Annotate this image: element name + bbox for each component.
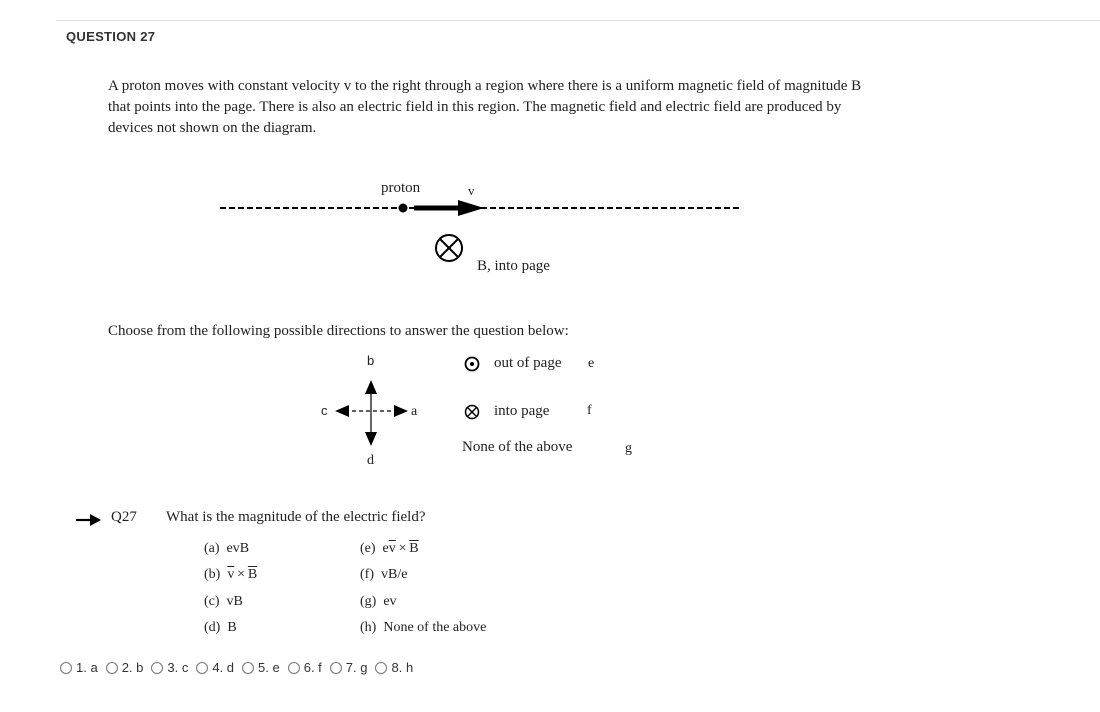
out-of-page-letter: e [588,356,595,371]
option-f: (f) vB/e [360,567,408,582]
question-pointer-arrow-icon [76,514,101,526]
velocity-arrowhead [458,200,484,216]
question-heading: QUESTION 27 [66,29,156,44]
radio-button[interactable] [106,662,118,674]
none-above-letter: g [625,441,632,456]
arrow-left-c [335,405,349,417]
b-field-into-page-icon [436,235,462,261]
arrow-up-b [365,380,377,394]
b-field-label: B, into page [477,258,550,274]
into-page-icon [466,406,479,419]
arrow-down-d [365,432,377,446]
option-a: (a) evB [204,541,250,556]
dir-label-b: b [367,353,375,368]
option-b: (b) $\overline{v} \times \overline{B}$ [204,567,258,582]
velocity-label: v [468,183,475,198]
dir-label-d: d [367,453,374,468]
answer-option-4[interactable]: 4. d [196,660,234,675]
answer-option-2[interactable]: 2. b [106,660,144,675]
out-of-page-icon [466,358,479,371]
radio-button[interactable] [151,662,163,674]
proton-label: proton [381,180,421,196]
answer-option-8[interactable]: 8. h [375,660,413,675]
radio-button[interactable] [375,662,387,674]
radio-button[interactable] [242,662,254,674]
option-g: (g) ev [360,594,397,609]
directions-prompt: Choose from the following possible directions to answer the question below: [108,323,569,339]
option-c: (c) vB [204,594,243,609]
radio-button[interactable] [196,662,208,674]
answer-option-7[interactable]: 7. g [330,660,368,675]
out-of-page-text: out of page [494,355,562,371]
question-intro: A proton moves with constant velocity v to the right through a region where there is a uniform magnetic field of magnitude B that points into the page. There is also an electric field in this region. The magnetic field and electric field are produced by devices not shown on the diagram. [108,78,862,136]
none-above-text: None of the above [462,439,573,455]
radio-button[interactable] [288,662,300,674]
direction-compass [335,380,408,446]
into-page-text: into page [494,403,550,419]
answer-option-1[interactable]: 1. a [60,660,98,675]
question-number: Q27 [111,509,137,525]
radio-button[interactable] [60,662,72,674]
option-e: (e) $e\overline{v} \times \overline{B}$ [360,541,419,556]
dir-label-a: a [411,404,418,419]
answer-option-6[interactable]: 6. f [288,660,322,675]
radio-button[interactable] [330,662,342,674]
answer-option-3[interactable]: 3. c [151,660,188,675]
arrow-right-a [394,405,408,417]
option-d: (d) B [204,620,237,635]
question-text: What is the magnitude of the electric field? [166,509,426,525]
dir-label-c: c [321,403,328,418]
into-page-letter: f [587,403,592,418]
answer-option-5[interactable]: 5. e [242,660,280,675]
proton-dot [399,204,408,213]
answer-choices [60,660,421,675]
option-h: (h) None of the above [360,620,487,635]
